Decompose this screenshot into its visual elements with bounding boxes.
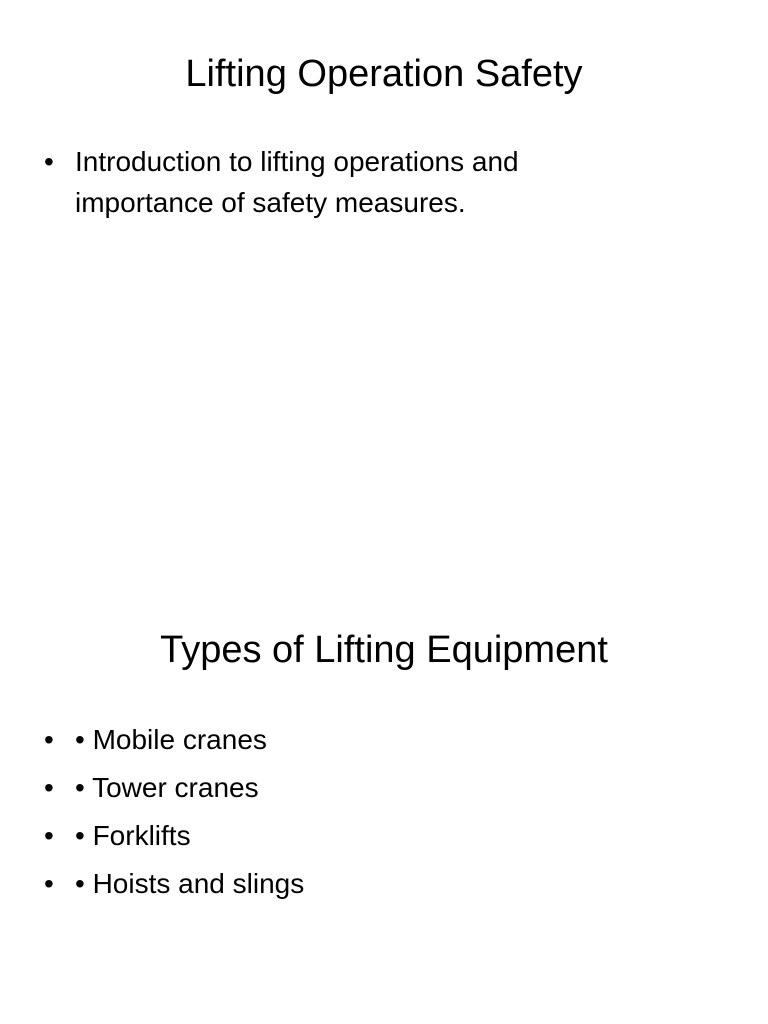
slide-2	[0, 576, 768, 1024]
bullet-text: • Forklifts	[75, 820, 191, 851]
bullet-text: • Mobile cranes	[75, 724, 267, 755]
slide-title: Types of Lifting Equipment	[160, 629, 608, 671]
bullet-icon: •	[44, 868, 54, 899]
bullet-icon: •	[44, 820, 54, 851]
list-item	[0, 860, 768, 908]
bullet-list	[0, 141, 768, 223]
list-item	[0, 141, 768, 223]
bullet-text: Introduction to lifting operations and importance of safety measures.	[75, 146, 519, 218]
bullet-icon: •	[44, 772, 54, 803]
bullet-text: • Hoists and slings	[75, 868, 305, 899]
bullet-icon: •	[44, 146, 54, 177]
bullet-icon: •	[44, 724, 54, 755]
list-item	[0, 812, 768, 860]
list-item	[0, 716, 768, 764]
bullet-list	[0, 716, 768, 908]
list-item	[0, 764, 768, 812]
slide-title: Lifting Operation Safety	[185, 53, 583, 95]
bullet-text: • Tower cranes	[75, 772, 259, 803]
